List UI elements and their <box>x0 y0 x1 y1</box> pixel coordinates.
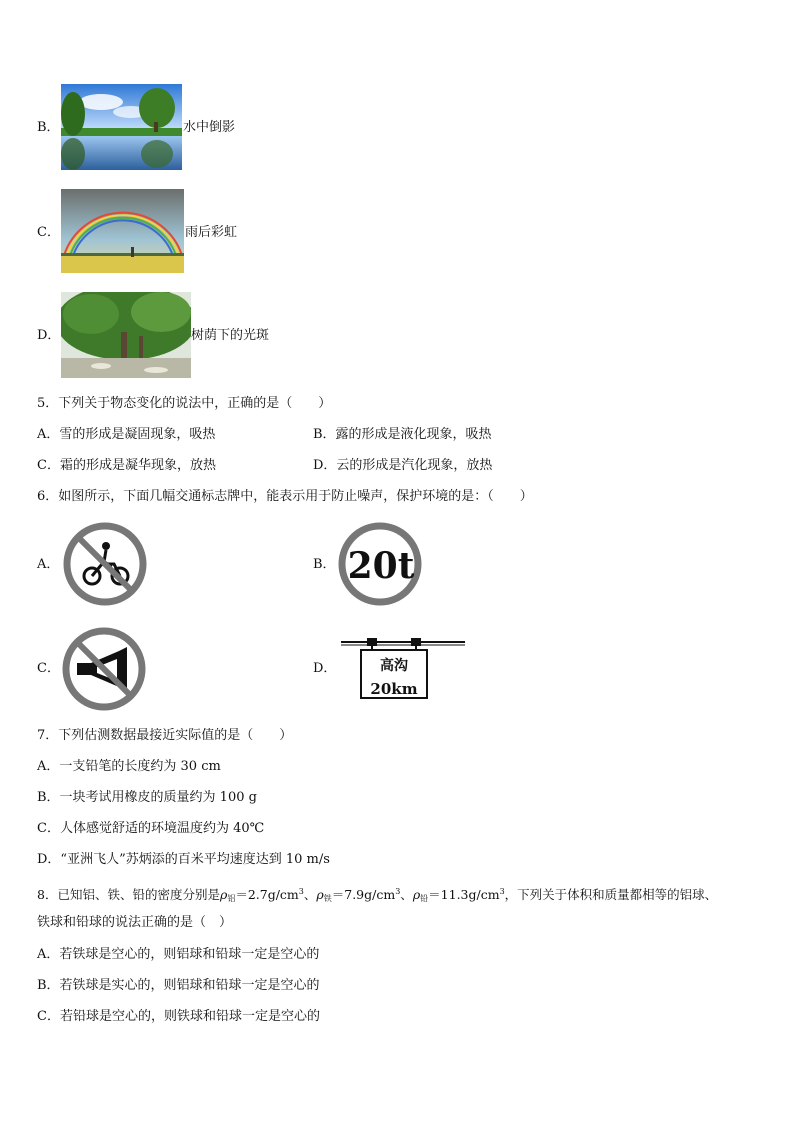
q5-option-b: B．露的形成是液化现象，吸热 <box>313 427 492 442</box>
q6-option-a-label: A． <box>37 557 60 572</box>
q5-option-a: A．雪的形成是凝固现象，吸热 <box>37 427 216 442</box>
q4-option-d-caption: 树荫下的光斑 <box>191 328 270 343</box>
rho-al-value: ＝2.7g/cm <box>235 887 299 902</box>
q4-option-b-label: B． <box>37 120 60 135</box>
q6-option-d-label: D． <box>313 661 337 676</box>
q7-option-d: D．“亚洲飞人”苏炳添的百米平均速度达到 10 m/s <box>37 852 330 867</box>
q8-option-b: B．若铁球是实心的，则铝球和铅球一定是空心的 <box>37 978 320 993</box>
no-horn-sign <box>61 627 147 711</box>
distance-sign-distance: 20km <box>370 680 418 696</box>
q8-stem-line2: 铁球和铅球的说法正确的是（ ） <box>37 915 233 930</box>
q5-option-d: D．云的形成是汽化现象，放热 <box>313 458 493 473</box>
distance-sign <box>341 634 465 700</box>
q7-option-a: A．一支铅笔的长度约为 30 cm <box>37 759 221 774</box>
q4-option-c-label: C． <box>37 225 60 240</box>
rho-fe-symbol: ρ <box>316 887 324 902</box>
weight-limit-sign <box>337 522 423 606</box>
q6-option-b-label: B． <box>313 557 336 572</box>
weight-limit-text: 20t <box>347 545 415 587</box>
no-motorcycle-sign <box>62 522 148 606</box>
q8-option-c: C．若铅球是空心的，则铁球和铅球一定是空心的 <box>37 1009 320 1024</box>
q8-option-a: A．若铁球是空心的，则铝球和铅球一定是空心的 <box>37 947 320 962</box>
rho-pb-subscript: 铅 <box>420 894 429 903</box>
q7-option-c: C．人体感觉舒适的环境温度约为 40℃ <box>37 821 265 836</box>
sep-2: 、 <box>400 887 413 902</box>
distance-sign-place: 高沟 <box>380 658 408 674</box>
q7-option-b: B．一块考试用橡皮的质量约为 100 g <box>37 790 257 805</box>
q6-option-c-label: C． <box>37 661 60 676</box>
rho-fe-subscript: 铁 <box>323 894 332 903</box>
water-reflection-photo <box>61 84 182 170</box>
rainbow-photo <box>61 189 184 273</box>
q8-stem-suffix: ，下列关于体积和质量都相等的铝球、 <box>504 887 718 902</box>
q8-stem-prefix: 8．已知铝、铁、铅的密度分别是 <box>37 887 220 902</box>
q8-stem-line1 <box>37 883 717 908</box>
q4-option-b-caption: 水中倒影 <box>183 120 236 135</box>
tree-shade-photo <box>61 292 191 378</box>
sep-1: 、 <box>303 887 317 902</box>
rho-pb-unit-power: 3 <box>499 887 505 896</box>
rho-al-symbol: ρ <box>219 887 228 902</box>
q7-stem: 7．下列估测数据最接近实际值的是（ ） <box>37 728 293 743</box>
rho-fe-unit-power: 3 <box>395 887 401 896</box>
rho-al-unit-power: 3 <box>298 887 304 896</box>
rho-pb-symbol: ρ <box>412 887 421 902</box>
q4-option-d-label: D． <box>37 328 61 343</box>
rho-al-subscript: 铝 <box>227 894 236 903</box>
q5-stem: 5．下列关于物态变化的说法中，正确的是（ ） <box>37 396 332 411</box>
q6-stem: 6．如图所示，下面几幅交通标志牌中，能表示用于防止噪声，保护环境的是：（ ） <box>37 489 533 504</box>
rho-pb-value: ＝11.3g/cm <box>428 887 500 902</box>
q4-option-c-caption: 雨后彩虹 <box>185 225 238 240</box>
rho-fe-value: ＝7.9g/cm <box>331 887 396 902</box>
q5-option-c: C．霜的形成是凝华现象，放热 <box>37 458 216 473</box>
